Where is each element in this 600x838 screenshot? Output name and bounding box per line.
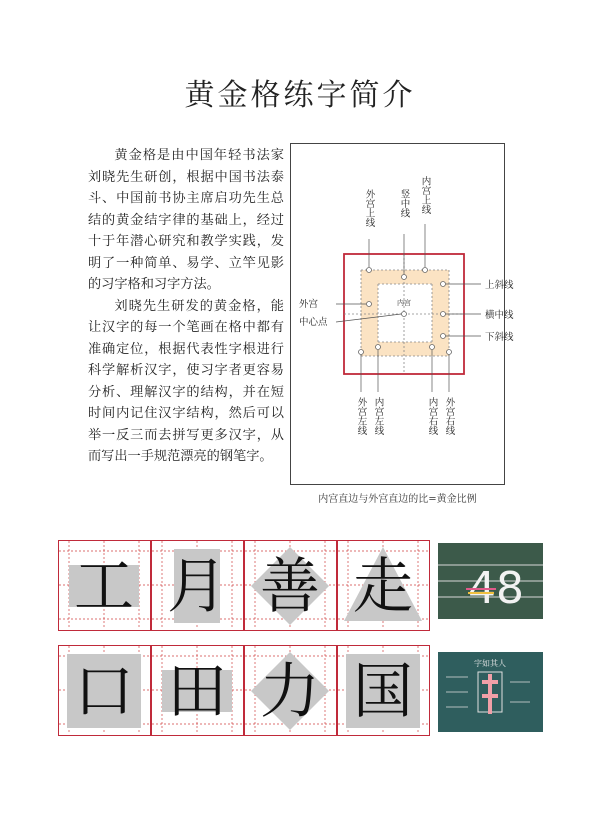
label-horizontal-center: 横中线 [485,310,514,321]
example-char: 力 [260,657,320,727]
label-inner-top: 内宫上线 [419,176,431,214]
example-char: 走 [353,552,413,622]
example-char: 月 [167,552,227,622]
label-inner-left: 内宫左线 [372,397,384,435]
golden-grid-diagram [290,143,514,485]
example-cell [244,645,337,736]
intro-paragraph-2: 刘晓先生研发的黄金格，能让汉字的每一个笔画在格中都有准确定位，根据代表性字根进行科学解析汉字，使习字者更容易分析、理解汉字的结构，并在短时间内记住汉字结构，然后可以举一反三而去拼写更多汉字，从而写出一手规范漂亮的钢笔字。 [88,298,284,464]
label-outer-top: 外宫上线 [363,189,375,227]
inner-palace-label: 内宫 [397,299,411,307]
example-char: 口 [74,657,134,727]
intro-text [88,145,284,468]
photo2-title: 字如其人 [474,659,506,668]
chalkboard-photo-1 [438,543,543,619]
label-outer-left: 外宫左线 [355,397,367,435]
example-char: 工 [74,552,134,622]
example-cell [58,540,151,631]
label-inner-right: 内宫右线 [426,397,438,435]
photo1-glyphs: 48 [468,563,524,614]
example-char: 国 [353,657,413,727]
label-outer: 外宫 [299,299,319,310]
label-upper-diagonal: 上斜线 [485,280,514,291]
label-vertical-center: 竖中线 [398,189,410,218]
example-char: 田 [167,657,227,727]
label-outer-right: 外宫右线 [443,397,455,435]
example-char: 善 [260,552,320,622]
example-cell [58,645,151,736]
example-cell [244,540,337,631]
page-title: 黄金格练字简介 [184,78,416,113]
label-lower-diagonal: 下斜线 [485,332,514,343]
intro-paragraph-1: 黄金格是由中国年轻书法家刘晓先生研创，根据中国书法泰斗、中国前书协主席启功先生总结的黄金结字律的基础上，经过十于年潜心研究和教学实践，发明了一种简单、易学、立竿见影的习字格和习字方法。 [88,148,284,292]
example-cell [151,540,244,631]
example-cell [337,540,430,631]
example-cell [337,645,430,736]
label-center-point: 中心点 [299,317,328,328]
example-cell [151,645,244,736]
diagram-caption: 内宫直边与外宫直边的比=黄金比例 [318,494,477,505]
chalkboard-photo-2 [438,652,543,732]
